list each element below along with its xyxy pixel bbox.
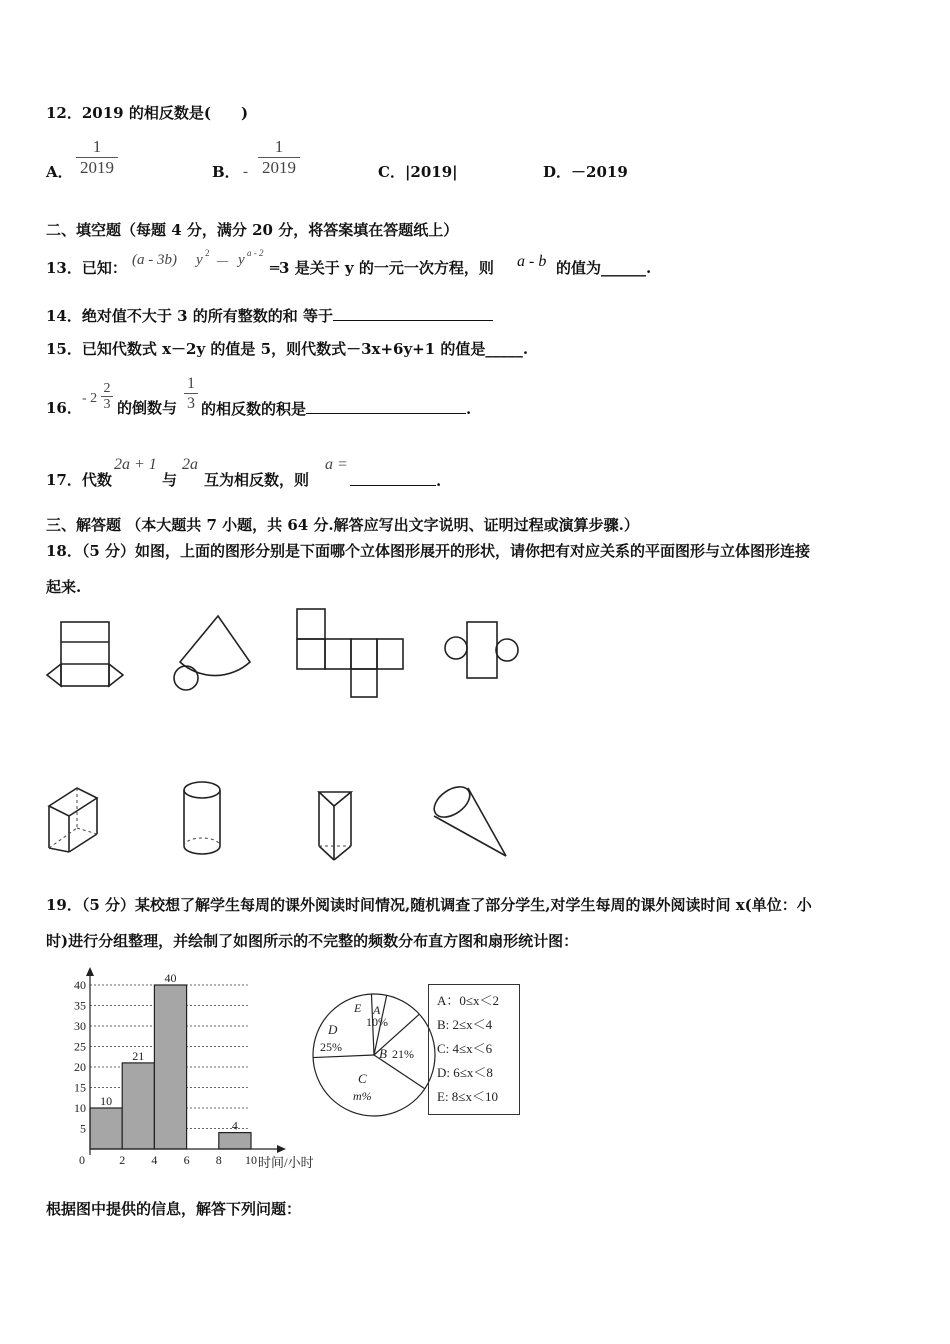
x-axis-arrow xyxy=(277,1145,286,1153)
q12-option-b-sign: - xyxy=(243,164,248,180)
histogram-x-axis-label: 时间/小时 xyxy=(258,1155,314,1170)
fraction-numerator: 1 xyxy=(92,137,102,156)
q19-line-2: 时)进行分组整理，并绘制了如图所示的不完整的频数分布直方图和扇形统计图： xyxy=(46,932,579,950)
legend-item-a: A：0≤x＜2 xyxy=(437,993,500,1008)
fraction-denominator: 3 xyxy=(103,397,111,412)
q18-line-2: 起来. xyxy=(46,578,82,596)
q12-option-c[interactable]: C．|2019| xyxy=(378,163,458,181)
pie-value-a: 10% xyxy=(366,1015,388,1029)
q12-option-a-label[interactable]: A． xyxy=(46,163,73,181)
q17-prefix: 17．代数 xyxy=(46,471,112,489)
bar-value-label-0-2: 10 xyxy=(100,1094,113,1108)
q13-expr-a-minus-b: a - b xyxy=(517,253,547,270)
q17-period: . xyxy=(436,472,442,490)
q12-option-b-fraction xyxy=(258,137,300,178)
histogram-y-tick-labels xyxy=(74,978,86,1136)
x-tick-label-4: 4 xyxy=(151,1153,158,1167)
bar-value-label-2-4: 21 xyxy=(132,1048,145,1063)
fraction-denominator: 3 xyxy=(187,395,195,412)
q17-answer xyxy=(350,471,441,490)
q17-expr-2a-plus-1: 2a + 1 xyxy=(114,456,157,473)
q17-text-2: 互为相反数，则 xyxy=(204,471,310,489)
x-tick-label-6: 6 xyxy=(183,1153,190,1167)
q13-y-exponent-1: 2 xyxy=(205,248,210,258)
q14-stem: 14．绝对值不大于 3 的所有整数的和 等于 xyxy=(46,307,333,325)
y-tick-label-20: 20 xyxy=(74,1060,86,1074)
q12-option-a-fraction xyxy=(76,137,118,178)
pie-label-a: A xyxy=(373,1003,381,1017)
pie-value-c: m% xyxy=(353,1089,372,1103)
pie-value-d: 25% xyxy=(320,1040,342,1054)
solid-cylinder[interactable] xyxy=(181,780,225,860)
q16-text-1: 的倒数与 xyxy=(117,399,178,417)
q17-expr-2a: 2a xyxy=(182,456,198,473)
q14-answer-blank[interactable] xyxy=(333,306,493,321)
pie-label-b: B xyxy=(379,1046,387,1061)
y-tick-label-25: 25 xyxy=(74,1039,86,1054)
net-cone[interactable] xyxy=(170,612,254,692)
histogram-bar-8-10 xyxy=(219,1133,251,1149)
bar-value-label-8-10: 4 xyxy=(231,1118,238,1133)
x-tick-label-8: 8 xyxy=(215,1153,222,1167)
pie-label-e: E xyxy=(354,1001,362,1015)
x-tick-label-2: 2 xyxy=(119,1153,126,1167)
pie-label-d: D xyxy=(328,1022,338,1037)
legend-item-b: B: 2≤x＜4 xyxy=(437,1017,493,1032)
fraction-denominator: 2019 xyxy=(80,158,114,177)
q15-text: 15．已知代数式 x－2y 的值是 5，则代数式－3x+6y+1 的值是_____. xyxy=(46,340,529,358)
q17-answer-blank[interactable] xyxy=(350,471,436,486)
q13-expr-coefficient: (a - 3b) xyxy=(132,252,177,268)
q13-prefix: 13．已知： xyxy=(46,259,127,277)
q19-instruction: 根据图中提供的信息，解答下列问题： xyxy=(46,1200,302,1218)
fraction-denominator: 2019 xyxy=(262,158,296,177)
bar-value-label-4-6: 40 xyxy=(164,971,177,985)
pie-chart xyxy=(309,990,439,1120)
q16-mixed-fraction xyxy=(101,381,113,412)
legend-item-d: D: 6≤x＜8 xyxy=(437,1065,493,1080)
q16-period: . xyxy=(466,400,472,418)
q18-line-1: 18．（5 分）如图，上面的图形分别是下面哪个立体图形展开的形状，请你把有对应关系的平面图形与立体图形连接 xyxy=(46,542,811,560)
y-tick-label-40: 40 xyxy=(74,978,86,992)
q19-line-1: 19．（5 分）某校想了解学生每周的课外阅读时间情况,随机调查了部分学生,对学生每周的课外阅读时间 x(单位：小 xyxy=(46,896,812,914)
q17-text-1: 与 xyxy=(162,471,178,489)
section3-title: 三、解答题 （本大题共 7 小题，共 64 分.解答应写出文字说明、证明过程或演算步骤.） xyxy=(46,516,639,534)
frequency-histogram xyxy=(44,965,334,1175)
solid-triangular-prism[interactable] xyxy=(316,786,356,862)
y-tick-label-5: 5 xyxy=(80,1121,86,1136)
net-prism[interactable] xyxy=(46,620,126,692)
solid-rectangular-prism[interactable] xyxy=(45,786,105,856)
legend-item-c: C: 4≤x＜6 xyxy=(437,1041,493,1056)
net-cylinder[interactable] xyxy=(443,620,523,684)
q13-text-end: 的值为______. xyxy=(556,259,652,277)
q16-stem: 的相反数的积是 xyxy=(201,400,307,418)
y-tick-label-10: 10 xyxy=(74,1101,86,1115)
q14-text xyxy=(46,306,493,325)
pie-label-c: C xyxy=(358,1071,367,1086)
q16-answer-blank[interactable] xyxy=(306,399,466,414)
fraction-numerator: 2 xyxy=(103,381,111,396)
q16-fraction xyxy=(184,374,198,413)
q13-text: ═3 是关于 y 的一元一次方程，则 xyxy=(270,259,494,277)
fraction-numerator: 1 xyxy=(274,137,284,156)
legend-item-e: E: 8≤x＜10 xyxy=(437,1089,498,1104)
x-tick-label-10: 10 xyxy=(245,1153,257,1167)
y-axis-arrow xyxy=(86,967,94,976)
solid-cone[interactable] xyxy=(430,780,510,860)
q12-option-b-label[interactable]: B． xyxy=(212,163,240,181)
y-tick-label-35: 35 xyxy=(74,998,86,1013)
net-cube[interactable] xyxy=(295,607,405,699)
q16-mixed-whole: - 2 xyxy=(82,391,98,406)
pie-legend xyxy=(428,984,520,1115)
section2-title: 二、填空题（每题 4 分，满分 20 分，将答案填在答题纸上） xyxy=(46,221,459,239)
histogram-x-tick-labels xyxy=(79,1153,257,1167)
q13-minus: － xyxy=(215,255,231,271)
fraction-numerator: 1 xyxy=(187,375,195,392)
q12-option-d[interactable]: D．－2019 xyxy=(543,163,628,181)
histogram-bar-0-2 xyxy=(90,1108,122,1149)
q17-expr-a-equals: a = xyxy=(325,456,348,473)
y-tick-label-30: 30 xyxy=(74,1019,86,1033)
x-tick-label-0: 0 xyxy=(79,1153,85,1167)
q13-y-exponent-2: a - 2 xyxy=(247,248,264,258)
q13-y-base-2: y xyxy=(238,252,245,268)
q16-number: 16． xyxy=(46,399,82,417)
pie-value-b: 21% xyxy=(392,1047,414,1061)
q13-y-base-1: y xyxy=(196,252,203,268)
histogram-bar-4-6 xyxy=(154,985,186,1149)
histogram-bar-2-4 xyxy=(122,1063,154,1149)
q12-stem: 12．2019 的相反数是( ) xyxy=(46,104,249,122)
q16-text-2 xyxy=(201,399,471,418)
y-tick-label-15: 15 xyxy=(74,1080,86,1095)
